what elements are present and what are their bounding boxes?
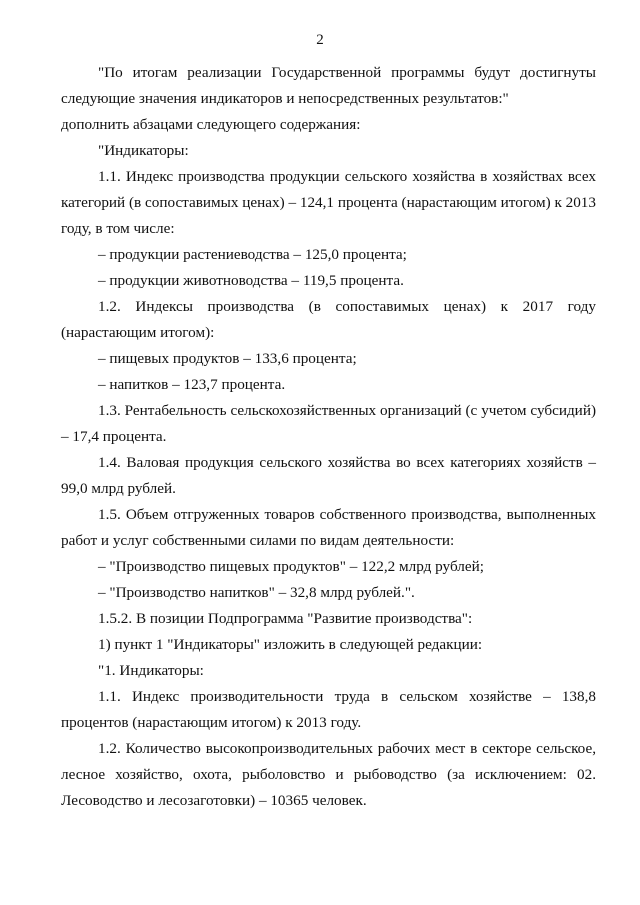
paragraph: – напитков – 123,7 процента. [98,376,286,393]
paragraph: "Индикаторы: [98,142,189,159]
paragraph: – продукции растениеводства – 125,0 процента; [98,246,407,263]
paragraph: – "Производство пищевых продуктов" – 122,2 млрд рублей; [98,558,484,575]
paragraph: 1.1. Индекс производства продукции сельского хозяйства в хозяйствах всех категорий (в сопоставимых ценах) – 124,1 процента (нарастающим итогом) к 2013 году, в том числе: [61,168,596,237]
paragraph: 1.3. Рентабельность сельскохозяйственных организаций (с учетом субсидий) – 17,4 процента. [61,402,596,445]
paragraph: 1.4. Валовая продукция сельского хозяйства во всех категориях хозяйств – 99,0 млрд рублей. [61,454,596,497]
paragraph: 1.2. Количество высокопроизводительных рабочих мест в секторе сельское, лесное хозяйство, охота, рыболовство и рыбоводство (за исключением: 02. Лесоводство и лесозаготовки) – 10365 человек. [61,740,596,809]
paragraph: 1.1. Индекс производительности труда в сельском хозяйстве – 138,8 процентов (нарастающим итогом) к 2013 году. [61,688,596,731]
document-body [61,60,596,814]
paragraph: – "Производство напитков" – 32,8 млрд рублей.". [98,584,415,601]
paragraph: – продукции животноводства – 119,5 процента. [98,272,404,289]
paragraph: "1. Индикаторы: [98,662,204,679]
paragraph: дополнить абзацами следующего содержания: [61,116,361,133]
paragraph: 1.5.2. В позиции Подпрограмма "Развитие производства": [98,610,473,627]
paragraph: "По итогам реализации Государственной программы будут достигнуты следующие значения индикаторов и непосредственных результатов:" [61,64,596,107]
page-number: 2 [316,32,324,48]
paragraph: 1.2. Индексы производства (в сопоставимых ценах) к 2017 году (нарастающим итогом): [61,298,596,341]
paragraph: 1) пункт 1 "Индикаторы" изложить в следующей редакции: [98,636,483,653]
paragraph: 1.5. Объем отгруженных товаров собственного производства, выполненных работ и услуг собственными силами по видам деятельности: [61,506,596,549]
paragraph: – пищевых продуктов – 133,6 процента; [98,350,357,367]
